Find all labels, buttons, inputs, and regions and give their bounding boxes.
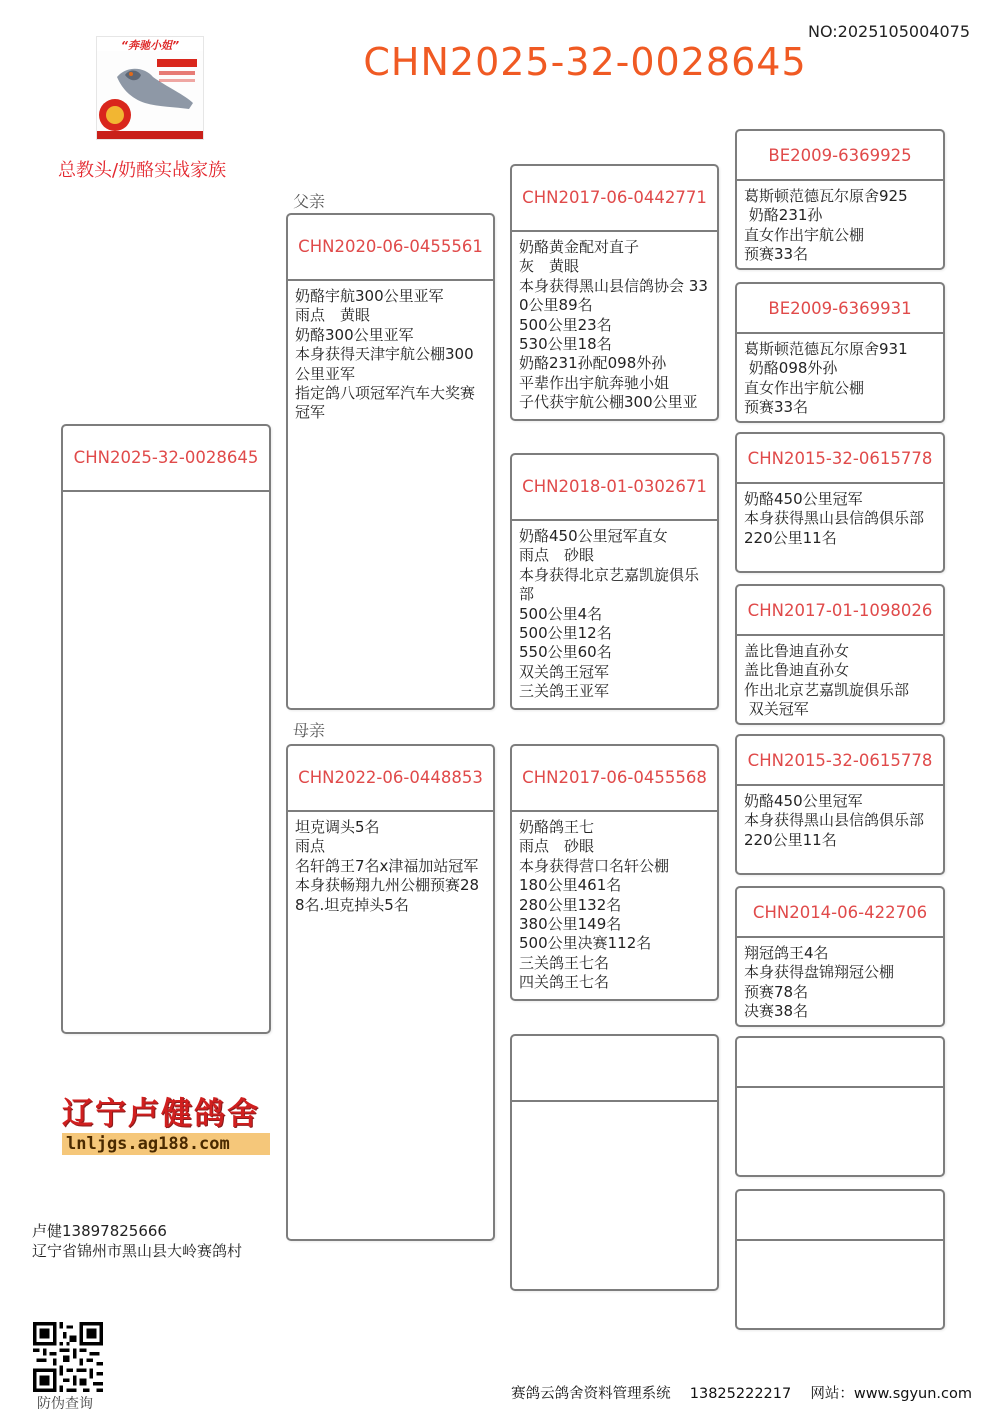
ring-number: CHN2014-06-422706 <box>737 888 943 938</box>
paternal-grandfather-card <box>510 164 719 421</box>
mother-label: 母亲 <box>293 721 326 740</box>
maternal-grandfather-card <box>510 744 719 1001</box>
pedigree-notes: 葛斯顿范德瓦尔原舍931 奶酪098外孙 直女作出宇航公棚 预赛33名 <box>744 340 908 417</box>
footer-text: 赛鸽云鸽舍资料管理系统 13825222217 网站：www.sgyun.com <box>511 1386 972 1402</box>
ggp-mmm-card <box>735 1189 945 1330</box>
subject-card <box>61 424 271 1034</box>
pedigree-notes: 奶酪450公里冠军直女 雨点 砂眼 本身获得北京艺嘉凯旋俱乐部 500公里4名 500公里12名 550公里60名 双关鸽王冠军 三关鸽王亚军 <box>519 527 700 701</box>
ggp-mfm-card <box>735 886 945 1027</box>
ring-number <box>737 1038 943 1088</box>
pedigree-notes: 奶酪450公里冠军 本身获得黑山县信鸽俱乐部 220公里11名 <box>744 792 925 849</box>
pedigree-notes: 翔冠鸽王4名 本身获得盘锦翔冠公棚 预赛78名 决赛38名 <box>744 944 895 1021</box>
pedigree-notes <box>737 1088 943 1094</box>
ring-number: BE2009-6369931 <box>737 284 943 334</box>
ring-number: CHN2017-06-0442771 <box>512 166 717 232</box>
loft-logo-image <box>96 36 204 140</box>
owner-info <box>32 1221 242 1261</box>
pedigree-notes: 奶酪鸽王七 雨点 砂眼 本身获得营口名轩公棚 180公里461名 280公里132名 380公里149名 500公里决赛112名 三关鸽王七名 四关鸽王七名 <box>519 818 670 992</box>
page-title: CHN2025-32-0028645 <box>363 40 807 84</box>
pedigree-notes: 葛斯顿范德瓦尔原舍925 奶酪231孙 直女作出宇航公棚 预赛33名 <box>744 187 908 264</box>
loft-brand <box>62 1088 270 1155</box>
loft-url[interactable]: lnljgs.ag188.com <box>62 1133 270 1155</box>
father-card <box>286 213 495 710</box>
ring-number <box>737 1191 943 1241</box>
ring-number: CHN2017-06-0455568 <box>512 746 717 812</box>
paternal-grandmother-card <box>510 453 719 710</box>
ring-number: CHN2020-06-0455561 <box>288 215 493 281</box>
pedigree-notes <box>737 1241 943 1247</box>
ring-number: CHN2015-32-0615778 <box>737 434 943 484</box>
document-number: NO:2025105004075 <box>807 22 970 41</box>
maternal-grandmother-card <box>510 1034 719 1291</box>
pedigree-notes: 盖比鲁迪直孙女 盖比鲁迪直孙女 作出北京艺嘉凯旋俱乐部 双关冠军 <box>744 642 910 719</box>
ring-number <box>512 1036 717 1102</box>
father-label: 父亲 <box>293 192 326 211</box>
pedigree-notes: 奶酪450公里冠军 本身获得黑山县信鸽俱乐部 220公里11名 <box>744 490 925 547</box>
pedigree-notes: 奶酪黄金配对直子 灰 黄眼 本身获得黑山县信鸽协会 330公里89名 500公里23名 530公里18名 奶酪231孙配098外孙 平辈作出宇航奔驰小姐 子代获宇航公棚300公里亚 <box>519 238 708 412</box>
mother-card <box>286 744 495 1241</box>
pedigree-notes <box>512 1102 717 1108</box>
ggp-ffm-card <box>735 282 945 423</box>
logo-caption: “奔驰小姐” <box>120 39 180 52</box>
pedigree-notes: 奶酪宇航300公里亚军 雨点 黄眼 奶酪300公里亚军 本身获得天津宇航公棚300公里亚军 指定鸽八项冠军汽车大奖赛冠军 <box>295 287 476 422</box>
ring-number: CHN2025-32-0028645 <box>63 426 269 492</box>
pedigree-notes <box>63 492 269 498</box>
ring-number: CHN2022-06-0448853 <box>288 746 493 812</box>
ring-number: BE2009-6369925 <box>737 131 943 181</box>
ggp-fff-card <box>735 129 945 270</box>
ggp-fmm-card <box>735 584 945 725</box>
ring-number: CHN2015-32-0615778 <box>737 736 943 786</box>
ggp-fmf-card <box>735 432 945 573</box>
ring-number: CHN2017-01-1098026 <box>737 586 943 636</box>
ring-number: CHN2018-01-0302671 <box>512 455 717 521</box>
ggp-mff-card <box>735 734 945 875</box>
pedigree-notes: 坦克调头5名 雨点 名轩鸽王7名x津福加站冠军 本身获畅翔九州公棚预赛288名.坦克掉头5名 <box>295 818 480 914</box>
loft-name: 辽宁卢健鸽舍 <box>62 1096 260 1132</box>
owner-address: 辽宁省锦州市黑山县大岭赛鸽村 <box>32 1242 243 1260</box>
qr-caption: 防伪查询 <box>37 1396 93 1412</box>
owner-contact: 卢健13897825666 <box>32 1222 167 1240</box>
family-line: 总教头/奶酪实战家族 <box>58 160 227 181</box>
ggp-mmf-card <box>735 1036 945 1177</box>
qr-code-icon[interactable] <box>33 1322 103 1392</box>
